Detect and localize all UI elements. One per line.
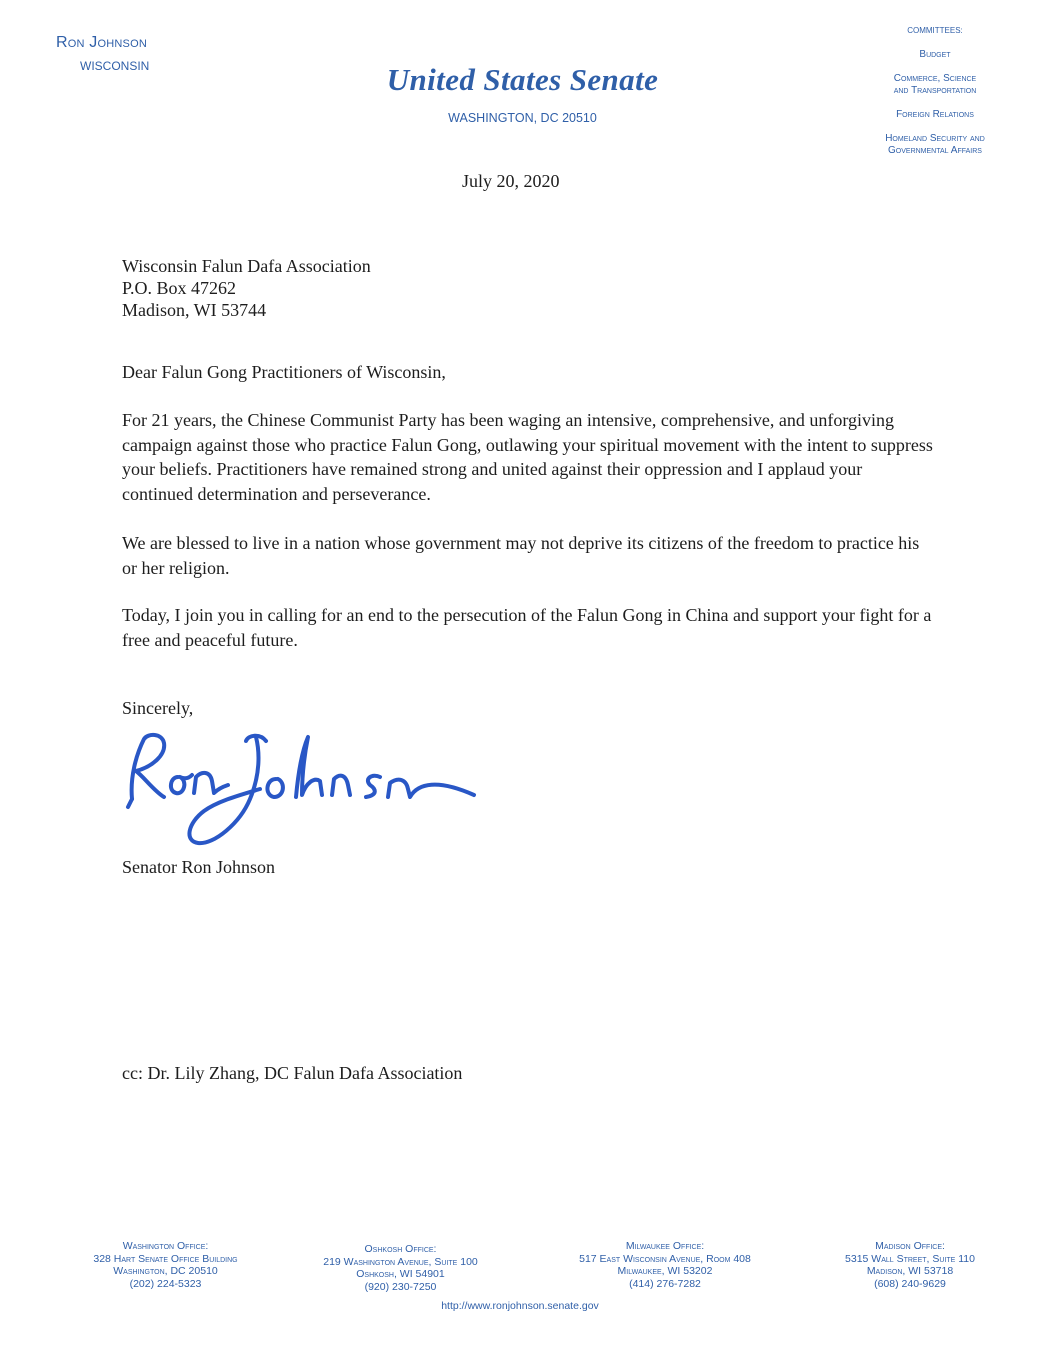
cc-line: cc: Dr. Lily Zhang, DC Falun Dafa Association (122, 1063, 463, 1083)
closing: Sincerely, (122, 698, 194, 718)
office-name: Oshkosh Office: (364, 1243, 437, 1255)
committee-commerce-line1: Commerce, Science (893, 73, 977, 84)
office-line: 328 Hart Senate Office Building (93, 1252, 238, 1265)
committees-label: COMMITTEES: (907, 26, 963, 35)
office-madison (805, 1240, 1015, 1290)
office-name: Madison Office: (875, 1240, 945, 1252)
office-oshkosh (293, 1243, 508, 1293)
office-line: Oshkosh, WI 54901 (356, 1268, 445, 1280)
office-line: Milwaukee, WI 53202 (617, 1265, 713, 1277)
body-paragraph: For 21 years, the Chinese Communist Party has been waging an intensive, comprehensive, and unforgiving campaign against those who practice Falun Gong, outlawing your spiritual movement with the intent to suppress your beliefs. Practitioners have remained strong and united against their oppression and I applaud your continued determination and perseverance. (122, 410, 933, 504)
body-paragraph: Today, I join you in calling for an end to the persecution of the Falun Gong in China and support your fight for a free and peaceful future. (122, 605, 932, 650)
sender-name: Ron Johnson (56, 34, 147, 51)
recipient-line: Wisconsin Falun Dafa Association (122, 256, 371, 276)
office-line: 5315 Wall Street, Suite 110 (845, 1252, 975, 1265)
recipient-address (122, 255, 371, 321)
recipient-line: Madison, WI 53744 (122, 300, 267, 320)
office-milwaukee (555, 1240, 775, 1290)
office-phone: (920) 230-7250 (364, 1280, 437, 1293)
office-name: Washington Office: (122, 1240, 209, 1252)
office-washington (58, 1240, 273, 1290)
committee-homeland-line1: Homeland Security and (885, 133, 985, 144)
office-phone: (414) 276-7282 (629, 1277, 701, 1290)
office-line: 219 Washington Avenue, Suite 100 (323, 1255, 478, 1268)
senate-address: WASHINGTON, DC 20510 (448, 111, 597, 125)
committees-list (850, 25, 1020, 157)
committee-budget: Budget (919, 49, 951, 60)
committee-commerce-line2: and Transportation (893, 85, 977, 96)
recipient-line: P.O. Box 47262 (122, 278, 237, 298)
senate-title: United States Senate (386, 62, 659, 97)
body-paragraph: We are blessed to live in a nation whose government may not deprive its citizens of the freedom to practice his or her religion. (122, 533, 920, 578)
committee-homeland-line2: Governmental Affairs (888, 145, 982, 156)
signature (118, 727, 488, 857)
signed-name: Senator Ron Johnson (122, 857, 275, 877)
committee-commerce (850, 73, 1020, 97)
office-line: 517 East Wisconsin Avenue, Room 408 (579, 1252, 751, 1265)
salutation: Dear Falun Gong Practitioners of Wisconsin, (122, 362, 446, 382)
office-name: Milwaukee Office: (625, 1240, 705, 1252)
office-line: Washington, DC 20510 (113, 1265, 218, 1277)
office-line: Madison, WI 53718 (866, 1265, 954, 1277)
sender-state: WISCONSIN (80, 59, 150, 73)
website-link[interactable]: http://www.ronjohnson.senate.gov (441, 1300, 599, 1312)
letter-date: July 20, 2020 (462, 171, 560, 191)
office-phone: (608) 240-9629 (874, 1277, 946, 1290)
committee-homeland-security (850, 133, 1020, 157)
committee-foreign-relations: Foreign Relations (896, 109, 974, 120)
office-phone: (202) 224-5323 (129, 1277, 202, 1290)
